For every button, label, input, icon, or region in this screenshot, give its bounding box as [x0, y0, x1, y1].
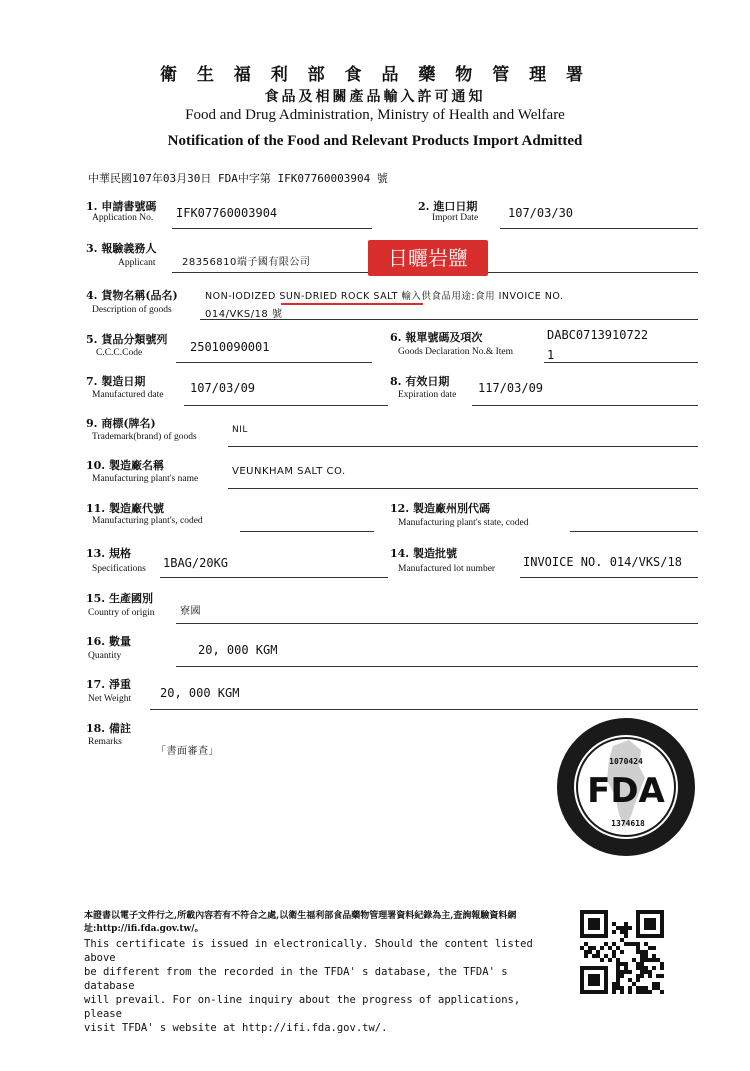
field-15-label-zh: 15. 生產國別 — [86, 592, 153, 605]
field-1-underline — [172, 228, 372, 229]
goods-description-line2: 014/VKS/18 號 — [205, 309, 283, 320]
footer-notice-en — [84, 937, 564, 1035]
field-11-label-en: Manufacturing plant's, coded — [92, 516, 203, 526]
field-9-label-en: Trademark(brand) of goods — [92, 432, 197, 442]
field-14-underline — [520, 577, 698, 578]
field-12-label-en: Manufacturing plant's state, coded — [398, 518, 529, 528]
field-5-underline — [176, 362, 372, 363]
document-title-zh: 食品及相關產品輸入許可通知 — [264, 89, 486, 105]
goods-description: NON-IODIZED SUN-DRIED ROCK SALT 輸入供食品用途:食用 INVOICE NO. — [205, 291, 564, 302]
field-3-label-zh: 3. 報驗義務人 — [86, 242, 157, 255]
field-16-underline — [176, 666, 698, 667]
field-2-label-en: Import Date — [432, 213, 479, 223]
field-12-label-zh: 12. 製造廠州別代碼 — [390, 502, 490, 515]
field-18-label-en: Remarks — [88, 737, 122, 747]
specifications-value: 1BAG/20KG — [163, 556, 229, 570]
application-number: IFK07760003904 — [176, 206, 278, 220]
issue-dateline: 中華民國107年03月30日 FDA中字第 IFK07760003904 號 — [88, 172, 388, 185]
remarks-value: 「書面審查」 — [156, 746, 219, 757]
trademark-value: NIL — [232, 425, 248, 435]
field-4-underline — [200, 319, 698, 320]
seal-number-bottom: 1374618 — [611, 819, 645, 828]
footer-line: This certificate is issued in electronically. Should the content listed above — [84, 938, 533, 964]
field-16-label-zh: 16. 數量 — [86, 635, 131, 648]
field-16-label-en: Quantity — [88, 651, 122, 661]
field-6-label-zh: 6. 報單號碼及項次 — [390, 331, 483, 344]
import-date: 107/03/30 — [508, 206, 574, 220]
field-11-label-zh: 11. 製造廠代號 — [86, 502, 164, 515]
field-4-label-en: Description of goods — [92, 305, 172, 315]
field-17-label-zh: 17. 淨重 — [86, 678, 131, 691]
footer-line: visit TFDA' s website at http://ifi.fda.gov.tw/. — [84, 1022, 388, 1034]
field-3-label-en: Applicant — [118, 258, 156, 268]
manufactured-date: 107/03/09 — [190, 381, 256, 395]
declaration-item: 1 — [547, 348, 555, 362]
net-weight-value: 20, 000 KGM — [160, 686, 240, 700]
seal-fda-label: FDA — [587, 771, 665, 811]
field-13-label-en: Specifications — [92, 564, 146, 574]
field-1-label-en: Application No. — [92, 213, 154, 223]
lot-number-value: INVOICE NO. 014/VKS/18 — [523, 555, 682, 569]
field-17-underline — [150, 709, 698, 710]
field-17-label-en: Net Weight — [88, 694, 132, 704]
field-8-label-zh: 8. 有效日期 — [390, 375, 450, 388]
qr-code — [580, 910, 664, 994]
field-2-label-zh: 2. 進口日期 — [418, 200, 478, 213]
field-12-underline — [570, 531, 698, 532]
field-13-underline — [160, 577, 388, 578]
field-7-underline — [184, 405, 388, 406]
applicant-value: 28356810端子國有限公司 — [182, 257, 311, 268]
field-15-underline — [176, 623, 698, 624]
footer-notice-zh: 本證書以電子文件行之,所載內容若有不符合之處,以衛生福利部食品藥物管理署資料紀錄為主,查詢報驗資料網址:http://ifi.fda.gov.tw/。 — [84, 911, 517, 934]
field-14-label-zh: 14. 製造批號 — [390, 547, 457, 560]
quantity-value: 20, 000 KGM — [198, 643, 278, 657]
field-10-label-zh: 10. 製造廠名稱 — [86, 459, 164, 472]
ccc-code: 25010090001 — [190, 340, 270, 354]
plant-name-value: VEUNKHAM SALT CO. — [232, 466, 346, 477]
field-5-label-zh: 5. 貨品分類號列 — [86, 333, 168, 346]
agency-name-en: Food and Drug Administration, Ministry of Health and Welfare — [185, 107, 565, 123]
field-8-label-en: Expiration date — [398, 390, 457, 400]
field-14-label-en: Manufactured lot number — [398, 564, 496, 574]
field-5-label-en: C.C.C.Code — [96, 348, 143, 358]
expiration-date: 117/03/09 — [478, 381, 544, 395]
field-1-label-zh: 1. 申請書號碼 — [86, 200, 157, 213]
fda-seal-stamp — [555, 716, 697, 858]
agency-name-zh: 衛 生 福 利 部 食 品 藥 物 管 理 署 — [159, 65, 591, 85]
field-13-label-zh: 13. 規格 — [86, 547, 131, 560]
field-15-label-en: Country of origin — [88, 608, 155, 618]
field-10-underline — [228, 488, 698, 489]
field-7-label-en: Manufactured date — [92, 390, 164, 400]
footer-line: be different from the recorded in the TFDA' s database, the TFDA' s database — [84, 966, 508, 992]
field-6-label-en: Goods Declaration No.& Item — [398, 347, 514, 357]
seal-number-top: 1070424 — [609, 757, 643, 766]
handwritten-annotation-tag: 日曬岩鹽 — [368, 240, 488, 276]
document-title-en: Notification of the Food and Relevant Products Import Admitted — [167, 133, 583, 149]
declaration-number: DABC0713910722 — [547, 328, 649, 342]
field-9-label-zh: 9. 商標(牌名) — [86, 417, 156, 430]
field-6-underline — [544, 362, 698, 363]
annotation-underline — [281, 303, 423, 305]
field-7-label-zh: 7. 製造日期 — [86, 375, 146, 388]
field-2-underline — [500, 228, 698, 229]
field-10-label-en: Manufacturing plant's name — [92, 474, 199, 484]
country-of-origin-value: 寮國 — [180, 606, 201, 617]
field-4-label-zh: 4. 貨物名稱(品名) — [86, 289, 178, 302]
field-8-underline — [472, 405, 698, 406]
field-11-underline — [240, 531, 374, 532]
footer-line: will prevail. For on-line inquiry about the progress of applications, please — [84, 994, 521, 1020]
field-9-underline — [228, 446, 698, 447]
field-18-label-zh: 18. 備註 — [86, 722, 131, 735]
